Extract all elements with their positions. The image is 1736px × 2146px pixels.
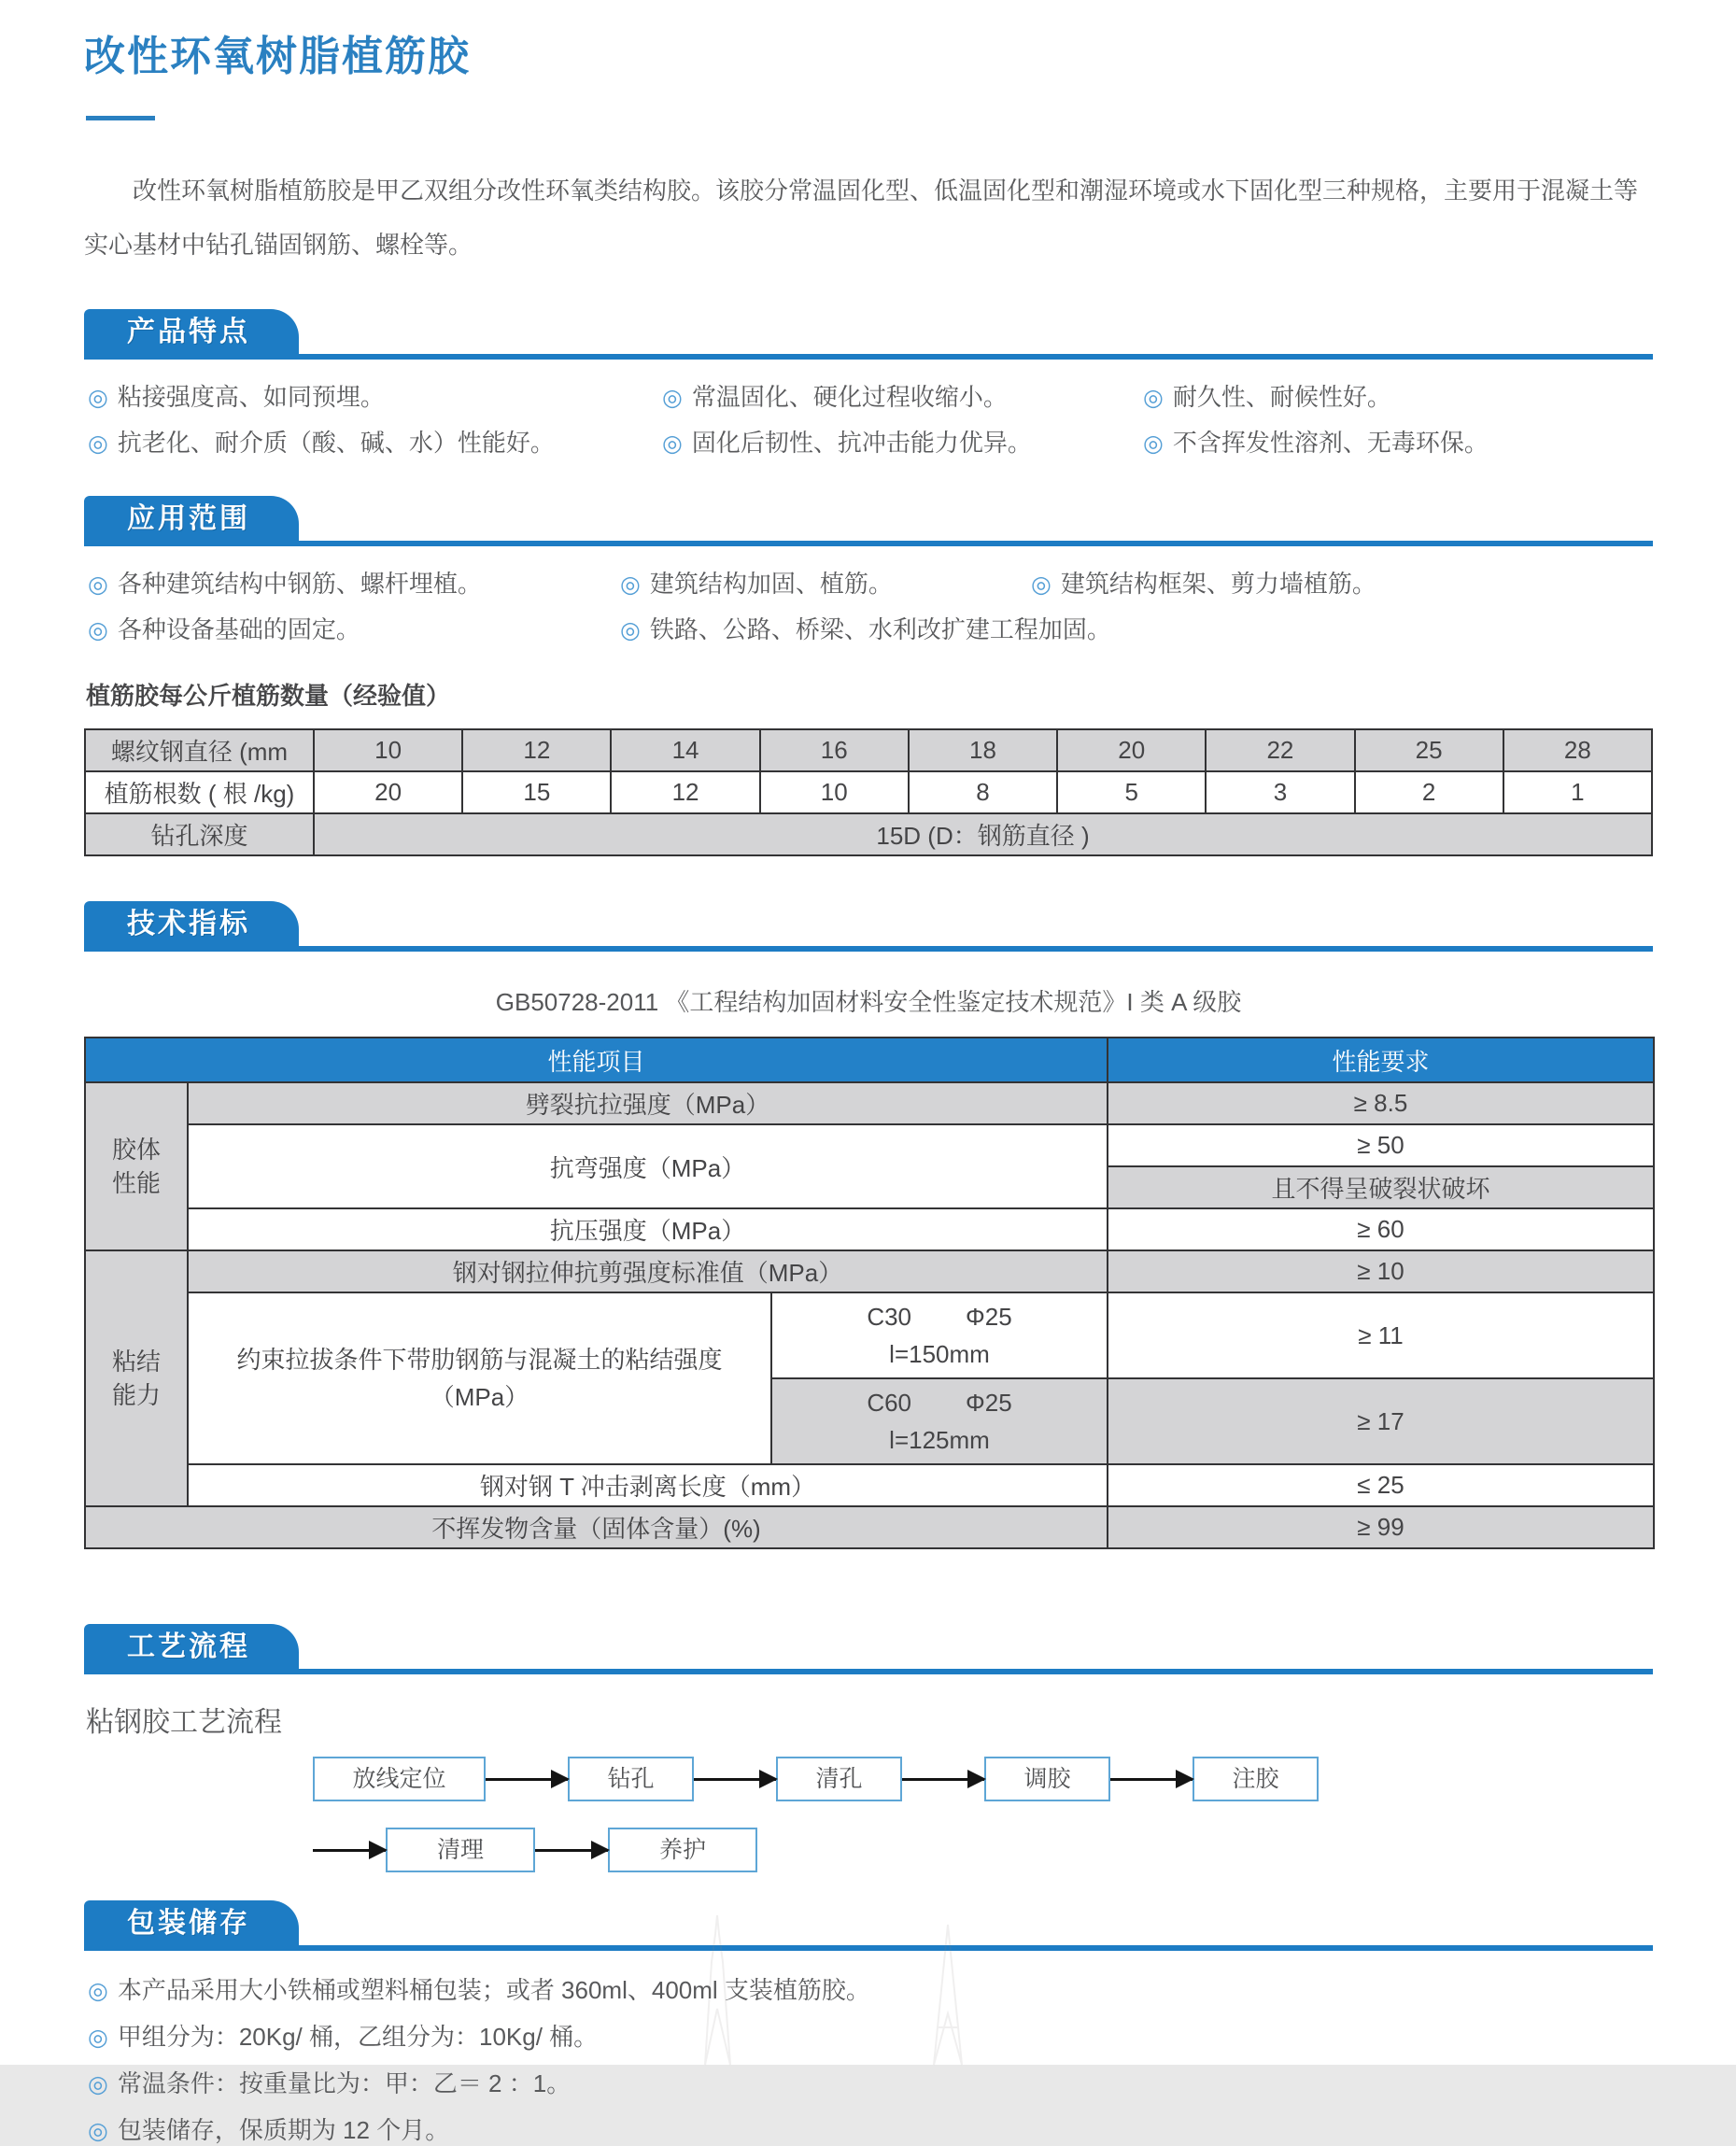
table-cell: 1 bbox=[1503, 771, 1652, 813]
flow-step: 调胶 bbox=[984, 1757, 1110, 1801]
list-item bbox=[88, 382, 662, 413]
section-badge-packaging: 包装储存 bbox=[84, 1900, 299, 1945]
row-label: 螺纹钢直径 (mm bbox=[85, 729, 314, 771]
list-item bbox=[662, 428, 1143, 459]
bullet-icon: ◎ bbox=[662, 385, 683, 411]
requirement-value: ≥ 99 bbox=[1108, 1506, 1654, 1548]
packaging-text: 常温条件：按重量比为：甲：乙＝ 2 ：1。 bbox=[117, 2069, 572, 2097]
list-item bbox=[88, 1975, 1653, 2006]
process-flow-row-1 bbox=[313, 1757, 1653, 1801]
bullet-icon: ◎ bbox=[88, 617, 108, 643]
table-cell: 2 bbox=[1355, 771, 1503, 813]
bullet-icon: ◎ bbox=[88, 572, 108, 598]
section-header-applications bbox=[84, 496, 1653, 546]
application-text: 建筑结构框架、剪力墙植筋。 bbox=[1060, 570, 1376, 598]
process-flow-row-2 bbox=[313, 1828, 1653, 1872]
bullet-icon: ◎ bbox=[88, 2071, 108, 2097]
arrow-right-icon bbox=[694, 1778, 776, 1781]
table-cell: 16 bbox=[760, 729, 909, 771]
table-row bbox=[85, 813, 1652, 855]
list-item bbox=[620, 614, 1111, 645]
requirement-value: ≥ 11 bbox=[1108, 1292, 1654, 1378]
section-badge-applications: 应用范围 bbox=[84, 496, 299, 541]
table-header-row bbox=[85, 1038, 1654, 1082]
process-subtitle: 粘钢胶工艺流程 bbox=[86, 1707, 282, 1738]
list-item bbox=[1143, 428, 1653, 459]
flow-step: 钻孔 bbox=[568, 1757, 694, 1801]
requirement-value: ≤ 25 bbox=[1108, 1464, 1654, 1506]
flow-step: 注胶 bbox=[1193, 1757, 1319, 1801]
table-cell: 14 bbox=[611, 729, 759, 771]
arrow-right-icon bbox=[1110, 1778, 1193, 1781]
property-label: 约束拉拔条件下带肋钢筋与混凝土的粘结强度 （MPa） bbox=[188, 1292, 771, 1464]
column-header: 性能要求 bbox=[1108, 1038, 1654, 1082]
bullet-icon: ◎ bbox=[620, 572, 641, 598]
packaging-list bbox=[88, 1975, 1653, 2146]
property-label: 钢对钢 T 冲击剥离长度（mm） bbox=[188, 1464, 1108, 1506]
arrow-right-icon bbox=[535, 1849, 608, 1852]
table-row bbox=[85, 1292, 1654, 1378]
table-cell: 12 bbox=[462, 729, 611, 771]
features-list bbox=[88, 382, 1653, 459]
section-header-features bbox=[84, 309, 1653, 360]
section-header-tech bbox=[84, 901, 1653, 952]
section-header-process bbox=[84, 1624, 1653, 1674]
table-cell: 8 bbox=[909, 771, 1057, 813]
row-label: 植筋根数 ( 根 /kg) bbox=[85, 771, 314, 813]
feature-text: 不含挥发性溶剂、无毒环保。 bbox=[1172, 429, 1489, 457]
list-item bbox=[662, 382, 1143, 413]
table-row bbox=[85, 1464, 1654, 1506]
table-row bbox=[85, 1082, 1654, 1124]
table-row bbox=[85, 729, 1652, 771]
condition-cell: C60 Φ25 l=125mm bbox=[771, 1378, 1108, 1464]
table-row bbox=[85, 1250, 1654, 1292]
list-item bbox=[88, 428, 662, 459]
bullet-icon: ◎ bbox=[88, 431, 108, 457]
table-row bbox=[85, 1208, 1654, 1250]
property-label: 抗压强度（MPa） bbox=[188, 1208, 1108, 1250]
section-badge-tech: 技术指标 bbox=[84, 901, 299, 946]
list-item bbox=[88, 2022, 1653, 2053]
requirement-value: ≥ 50 bbox=[1108, 1124, 1654, 1166]
bullet-icon: ◎ bbox=[1031, 572, 1051, 598]
list-item bbox=[88, 2115, 1653, 2146]
bullet-icon: ◎ bbox=[620, 617, 641, 643]
application-text: 建筑结构加固、植筋。 bbox=[649, 570, 893, 598]
feature-text: 抗老化、耐介质（酸、碱、水）性能好。 bbox=[117, 429, 555, 457]
section-header-packaging bbox=[84, 1900, 1653, 1951]
table-cell: 20 bbox=[1057, 729, 1206, 771]
requirement-value: ≥ 10 bbox=[1108, 1250, 1654, 1292]
tech-table bbox=[84, 1037, 1655, 1549]
intro-paragraph: 改性环氧树脂植筋胶是甲乙双组分改性环氧类结构胶。该胶分常温固化型、低温固化型和潮湿环境或水下固化型三种规格，主要用于混凝土等实心基材中钻孔锚固钢筋、螺栓等。 bbox=[84, 176, 1639, 259]
bullet-icon: ◎ bbox=[1143, 431, 1164, 457]
condition-cell: C30 Φ25 l=150mm bbox=[771, 1292, 1108, 1378]
table-cell: 10 bbox=[760, 771, 909, 813]
table-cell: 15 bbox=[462, 771, 611, 813]
application-text: 铁路、公路、桥梁、水利改扩建工程加固。 bbox=[649, 615, 1111, 643]
packaging-text: 本产品采用大小铁桶或塑料桶包装；或者 360ml、400ml 支装植筋胶。 bbox=[117, 1976, 870, 2004]
feature-text: 粘接强度高、如同预埋。 bbox=[117, 383, 385, 411]
list-item bbox=[88, 569, 620, 600]
section-badge-features: 产品特点 bbox=[84, 309, 299, 354]
flow-step: 清孔 bbox=[776, 1757, 902, 1801]
group-label: 粘结 能力 bbox=[85, 1250, 188, 1506]
table-cell: 25 bbox=[1355, 729, 1503, 771]
flow-step: 养护 bbox=[608, 1828, 757, 1872]
rebar-table-title: 植筋胶每公斤植筋数量（经验值） bbox=[86, 682, 451, 710]
table-row bbox=[85, 1506, 1654, 1548]
title-underline bbox=[86, 116, 155, 120]
arrow-right-icon bbox=[902, 1778, 984, 1781]
table-cell: 20 bbox=[314, 771, 462, 813]
table-cell: 22 bbox=[1206, 729, 1354, 771]
requirement-value: ≥ 8.5 bbox=[1108, 1082, 1654, 1124]
tech-table-caption: GB50728-2011 《工程结构加固材料安全性鉴定技术规范》I 类 A 级胶 bbox=[495, 988, 1242, 1016]
property-label: 钢对钢拉伸抗剪强度标准值（MPa） bbox=[188, 1250, 1108, 1292]
arrow-right-icon bbox=[313, 1849, 386, 1852]
table-cell: 28 bbox=[1503, 729, 1652, 771]
requirement-value: ≥ 17 bbox=[1108, 1378, 1654, 1464]
bullet-icon: ◎ bbox=[88, 1978, 108, 2004]
feature-text: 常温固化、硬化过程收缩小。 bbox=[691, 383, 1008, 411]
arrow-right-icon bbox=[486, 1778, 568, 1781]
property-label: 抗弯强度（MPa） bbox=[188, 1124, 1108, 1208]
row-label: 钻孔深度 bbox=[85, 813, 314, 855]
table-cell: 15D (D：钢筋直径 ) bbox=[314, 813, 1652, 855]
applications-list bbox=[88, 569, 1653, 645]
requirement-value: 且不得呈破裂状破坏 bbox=[1108, 1166, 1654, 1208]
table-row bbox=[85, 771, 1652, 813]
application-text: 各种设备基础的固定。 bbox=[117, 615, 360, 643]
property-label: 劈裂抗拉强度（MPa） bbox=[188, 1082, 1108, 1124]
list-item bbox=[88, 2068, 1653, 2099]
bullet-icon: ◎ bbox=[88, 2025, 108, 2051]
list-item bbox=[1143, 382, 1653, 413]
flow-step: 清理 bbox=[386, 1828, 535, 1872]
section-badge-process: 工艺流程 bbox=[84, 1624, 299, 1669]
table-row bbox=[85, 1124, 1654, 1166]
column-header: 性能项目 bbox=[85, 1038, 1108, 1082]
table-cell: 5 bbox=[1057, 771, 1206, 813]
feature-text: 固化后韧性、抗冲击能力优异。 bbox=[691, 429, 1032, 457]
group-label: 胶体 性能 bbox=[85, 1082, 188, 1250]
table-cell: 18 bbox=[909, 729, 1057, 771]
application-text: 各种建筑结构中钢筋、螺杆埋植。 bbox=[117, 570, 482, 598]
feature-text: 耐久性、耐候性好。 bbox=[1172, 383, 1391, 411]
bullet-icon: ◎ bbox=[88, 2118, 108, 2144]
list-item bbox=[1031, 569, 1653, 600]
requirement-value: ≥ 60 bbox=[1108, 1208, 1654, 1250]
bullet-icon: ◎ bbox=[662, 431, 683, 457]
flow-step: 放线定位 bbox=[313, 1757, 486, 1801]
packaging-text: 包装储存，保质期为 12 个月。 bbox=[117, 2116, 450, 2144]
list-item bbox=[88, 614, 620, 645]
table-cell: 3 bbox=[1206, 771, 1354, 813]
table-cell: 12 bbox=[611, 771, 759, 813]
packaging-text: 甲组分为：20Kg/ 桶，乙组分为：10Kg/ 桶。 bbox=[117, 2023, 599, 2051]
rebar-table bbox=[84, 728, 1653, 856]
page-title: 改性环氧树脂植筋胶 bbox=[84, 34, 471, 79]
table-cell: 10 bbox=[314, 729, 462, 771]
bullet-icon: ◎ bbox=[88, 385, 108, 411]
list-item bbox=[620, 569, 1031, 600]
bullet-icon: ◎ bbox=[1143, 385, 1164, 411]
property-label: 不挥发物含量（固体含量）(%) bbox=[85, 1506, 1108, 1548]
